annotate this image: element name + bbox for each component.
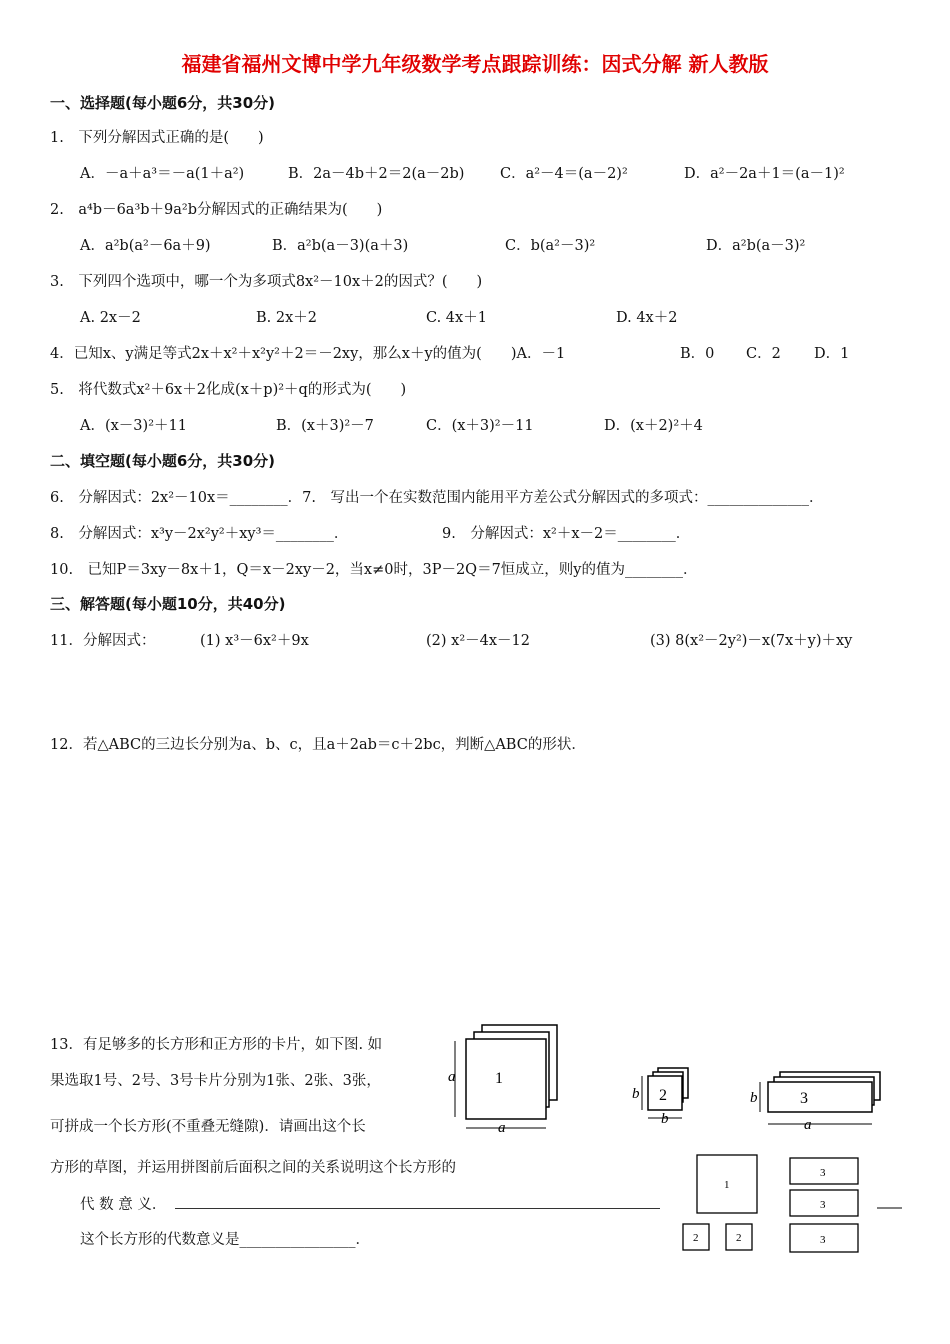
q2-option-b: B．a²b(a－3)(a＋3): [272, 238, 409, 254]
section-heading-fill: 二、填空题(每小题6分，共30分): [50, 452, 276, 470]
selected-card-2b-label: 2: [736, 1232, 742, 1244]
selected-card-1-label: 1: [724, 1179, 730, 1191]
q5-option-b: B．(x＋3)²－7: [276, 418, 374, 434]
card2-side-label-b: b: [632, 1086, 640, 1102]
selected-card-2a-label: 2: [693, 1232, 699, 1244]
q3-option-a: A. 2x－2: [80, 310, 141, 326]
selected-card-3c-label: 3: [820, 1234, 826, 1246]
q1-option-d: D．a²－2a＋1＝(a－1)²: [684, 166, 845, 182]
q3-option-c: C. 4x＋1: [426, 310, 487, 326]
q1-option-a: A．－a＋a³＝－a(1＋a²): [80, 166, 245, 182]
q12: 12．若△ABC的三边长分别为a、b、c，且a＋2ab＝c＋2bc，判断△ABC的形状．: [50, 737, 586, 753]
q2-option-c: C．b(a²－3)²: [505, 238, 596, 254]
q4-option-c: C．2: [746, 346, 781, 362]
card3-side-label-b: b: [750, 1090, 758, 1106]
card3-stack: [768, 1072, 880, 1112]
q13-line3: 可拼成一个长方形(不重叠无缝隙)．请画出这个长: [50, 1119, 366, 1135]
q3-option-d: D. 4x＋2: [616, 310, 678, 326]
selected-card-3a-label: 3: [820, 1167, 826, 1179]
q1-option-b: B．2a－4b＋2＝2(a－2b): [288, 166, 465, 182]
q4-option-d: D．1: [814, 346, 850, 362]
q9: 9. 分解因式：x²＋x－2＝________．: [442, 526, 691, 542]
section-heading-solve: 三、解答题(每小题10分，共40分): [50, 595, 286, 613]
q4-option-b: B．0: [680, 346, 715, 362]
card1-number: 1: [495, 1070, 503, 1087]
q1-stem: 1. 下列分解因式正确的是( ): [50, 130, 264, 146]
q10: 10. 已知P＝3xy－8x＋1，Q＝x－2xy－2，当x≠0时，3P－2Q＝7恒成立，则y的值为________．: [50, 562, 698, 578]
q2-option-a: A．a²b(a²－6a＋9): [80, 238, 211, 254]
card1-bottom-label-a: a: [498, 1120, 506, 1136]
q13-line1: 13．有足够多的长方形和正方形的卡片，如下图. 如: [50, 1037, 383, 1053]
q13-line4: 方形的草图，并运用拼图前后面积之间的关系说明这个长方形的: [50, 1160, 456, 1176]
q5-stem: 5. 将代数式x²＋6x＋2化成(x＋p)²＋q的形式为( ): [50, 382, 407, 398]
q13-line5: 代 数 意 义．: [80, 1197, 167, 1213]
answer-blank-line: [175, 1208, 660, 1209]
card3-bottom-label-a: a: [804, 1117, 812, 1133]
card1-side-label-a: a: [448, 1069, 456, 1085]
q3-stem: 3. 下列四个选项中，哪一个为多项式8x²－10x＋2的因式？( ): [50, 274, 483, 290]
card-figure: [440, 1020, 910, 1140]
q11-part1: (1) x³－6x²＋9x: [200, 633, 309, 649]
card2-stack: [648, 1068, 688, 1110]
card1-stack: [466, 1025, 557, 1119]
q1-option-c: C．a²－4＝(a－2)²: [500, 166, 628, 182]
selected-card-3b-label: 3: [820, 1199, 826, 1211]
q5-option-c: C．(x＋3)²－11: [426, 418, 534, 434]
q8: 8. 分解因式：x³y－2x²y²＋xy³＝________．: [50, 526, 349, 542]
q5-option-d: D．(x＋2)²＋4: [604, 418, 703, 434]
card2-number: 2: [659, 1087, 667, 1104]
q11-part3: (3) 8(x²－2y²)－x(7x＋y)＋xy: [650, 633, 853, 649]
q13-line6: 这个长方形的代数意义是________________．: [80, 1232, 370, 1248]
q3-option-b: B. 2x＋2: [256, 310, 318, 326]
selected-cards-figure: [670, 1150, 910, 1260]
q2-stem: 2. a⁴b－6a³b＋9a²b分解因式的正确结果为( ): [50, 202, 383, 218]
card2-bottom-label-b: b: [661, 1111, 669, 1127]
q6-q7: 6. 分解因式：2x²－10x＝________．7. 写出一个在实数范围内能用平方差公式分解因式的多项式：______________．: [50, 490, 824, 506]
card3-number: 3: [800, 1090, 808, 1107]
q4-stem: 4．已知x、y满足等式2x＋x²＋x²y²＋2＝－2xy，那么x＋y的值为( )A．－1: [50, 346, 566, 362]
q5-option-a: A．(x－3)²＋11: [80, 418, 187, 434]
q2-option-d: D．a²b(a－3)²: [706, 238, 806, 254]
section-heading-choice: 一、选择题(每小题6分，共30分): [50, 94, 276, 112]
q11-part2: (2) x²－4x－12: [426, 633, 530, 649]
q13-line2: 果选取1号、2号、3号卡片分别为1张、2张、3张，: [50, 1073, 381, 1089]
q11-stem: 11．分解因式：: [50, 633, 156, 649]
page-title: 福建省福州文博中学九年级数学考点跟踪训练：因式分解 新人教版: [181, 52, 769, 76]
